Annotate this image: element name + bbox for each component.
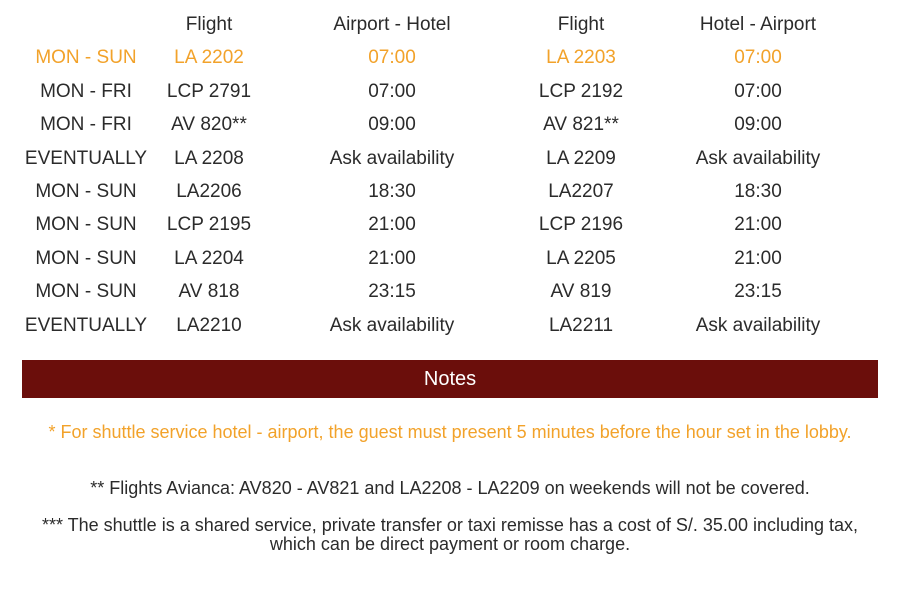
hotel-airport-time-cell: 18:30 — [734, 181, 782, 203]
days-cell: EVENTUALLY — [24, 147, 148, 169]
header-days — [8, 8, 164, 41]
note-avianca-flights: ** Flights Avianca: AV820 - AV821 and LA2208 - LA2209 on weekends will not be covered. — [90, 478, 810, 498]
table-row — [8, 309, 884, 342]
departure-flight-cell: LCP 2192 — [538, 80, 624, 102]
days-cell: MON - SUN — [35, 181, 137, 203]
arrival-flight-cell: AV 820** — [171, 114, 247, 136]
shuttle-schedule-table — [8, 8, 884, 342]
header-flight-arrival: Flight — [185, 14, 233, 35]
hotel-airport-time-cell: 07:00 — [734, 80, 782, 102]
airport-hotel-time-cell: 18:30 — [368, 181, 416, 203]
table-row — [8, 242, 884, 275]
hotel-airport-time-cell: Ask availability — [695, 147, 821, 169]
table-header-row — [8, 8, 884, 41]
airport-hotel-time-cell: 21:00 — [368, 247, 416, 269]
hotel-airport-time-cell: 21:00 — [734, 247, 782, 269]
table-row — [8, 208, 884, 241]
hotel-airport-time-cell: 21:00 — [734, 214, 782, 236]
airport-hotel-time-cell: Ask availability — [329, 147, 455, 169]
departure-flight-cell: AV 821** — [543, 114, 619, 136]
arrival-flight-cell: LA2210 — [176, 314, 242, 336]
arrival-flight-cell: LCP 2791 — [166, 80, 252, 102]
hotel-airport-time-cell: 07:00 — [734, 47, 782, 69]
arrival-flight-cell: LA 2204 — [174, 247, 244, 269]
arrival-flight-cell: AV 818 — [178, 281, 240, 303]
arrival-flight-cell: LCP 2195 — [166, 214, 252, 236]
days-cell: MON - SUN — [35, 247, 137, 269]
hotel-airport-time-cell: Ask availability — [695, 314, 821, 336]
table-row — [8, 41, 884, 74]
days-cell: MON - SUN — [35, 214, 137, 236]
airport-hotel-time-cell: 23:15 — [368, 281, 416, 303]
note-shuttle-timing: * For shuttle service hotel - airport, the guest must present 5 minutes before the hour set in the lobby. — [48, 422, 852, 442]
airport-hotel-time-cell: 07:00 — [368, 80, 416, 102]
airport-hotel-time-cell: 21:00 — [368, 214, 416, 236]
notes-header: Notes — [22, 360, 878, 398]
days-cell: MON - FRI — [40, 80, 132, 102]
departure-flight-cell: LA 2205 — [546, 247, 616, 269]
departure-flight-cell: LA 2203 — [546, 47, 616, 69]
table-row — [8, 142, 884, 175]
airport-hotel-time-cell: Ask availability — [329, 314, 455, 336]
airport-hotel-time-cell: 09:00 — [368, 114, 416, 136]
days-cell: MON - SUN — [35, 281, 137, 303]
arrival-flight-cell: LA 2202 — [174, 47, 244, 69]
note-shared-service-cost: *** The shuttle is a shared service, private transfer or taxi remisse has a cost of S/. 35.00 including tax, which can be direct payment or room charge. — [41, 515, 859, 554]
days-cell: MON - FRI — [40, 114, 132, 136]
table-row — [8, 108, 884, 141]
table-row — [8, 175, 884, 208]
airport-hotel-time-cell: 07:00 — [368, 47, 416, 69]
arrival-flight-cell: LA2206 — [176, 181, 242, 203]
header-airport-hotel: Airport - Hotel — [333, 14, 451, 35]
departure-flight-cell: LA2211 — [548, 314, 614, 336]
departure-flight-cell: LCP 2196 — [538, 214, 624, 236]
days-cell: EVENTUALLY — [24, 314, 148, 336]
departure-flight-cell: AV 819 — [550, 281, 612, 303]
departure-flight-cell: LA 2209 — [546, 147, 616, 169]
days-cell: MON - SUN — [35, 47, 137, 69]
departure-flight-cell: LA2207 — [548, 181, 614, 203]
header-flight-departure: Flight — [557, 14, 605, 35]
table-row — [8, 275, 884, 308]
arrival-flight-cell: LA 2208 — [174, 147, 244, 169]
header-hotel-airport: Hotel - Airport — [699, 14, 817, 35]
table-row — [8, 75, 884, 108]
hotel-airport-time-cell: 23:15 — [734, 281, 782, 303]
hotel-airport-time-cell: 09:00 — [734, 114, 782, 136]
